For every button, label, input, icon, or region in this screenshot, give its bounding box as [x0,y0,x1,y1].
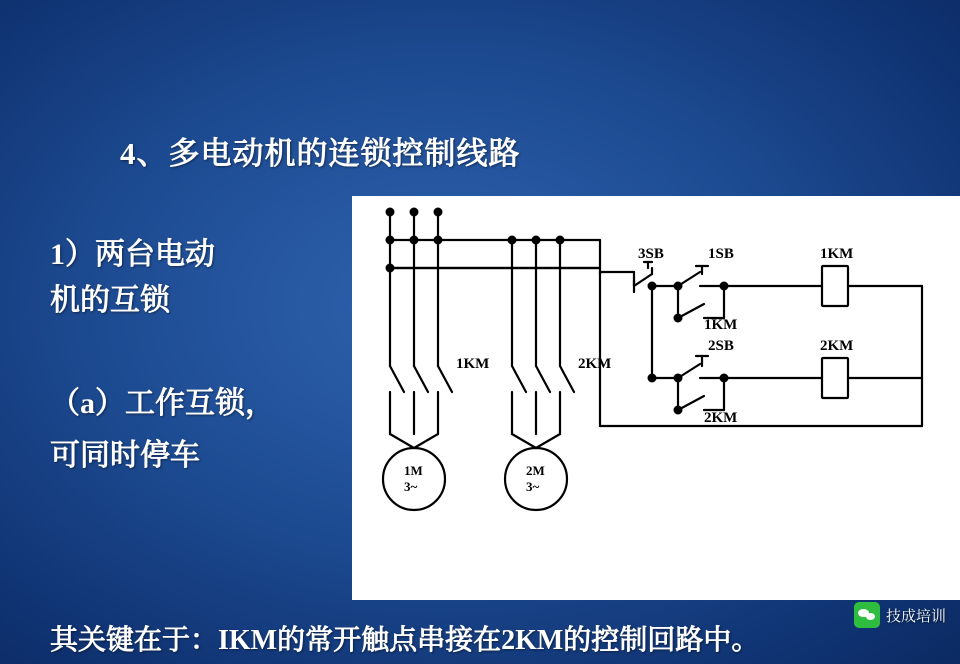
caption-block [50,378,370,482]
label-motor1-line1: 1M [404,463,423,478]
subtitle-line-2: 机的互锁 [50,284,170,317]
caption-line-2: 可同时停车 [50,439,200,472]
circuit-figure [352,196,960,600]
watermark [854,602,946,628]
label-2km-coil: 2KM [820,338,854,354]
label-2km-aux: 2KM [704,410,738,426]
label-3sb: 3SB [638,246,664,262]
circuit-labels [404,246,853,494]
page-title: 4、多电动机的连锁控制线路 [120,136,521,171]
subtitle-line-1: 1）两台电动 [50,238,215,271]
footer-text: 其关键在于：IKM的常开触点串接在2KM的控制回路中。 [50,625,760,656]
label-1sb: 1SB [708,246,734,262]
wechat-logo-icon [854,602,880,628]
label-1km-aux: 1KM [704,317,738,333]
label-1km-main: 1KM [456,356,490,372]
label-motor2-line1: 2M [526,463,545,478]
caption-line-1: （a）工作互锁， [50,387,275,420]
label-1km-coil: 1KM [820,246,854,262]
subtitle-block [50,232,350,324]
label-2km-main: 2KM [578,356,612,372]
label-motor1-line2: 3~ [404,479,418,494]
circuit-svg [352,196,960,600]
label-2sb: 2SB [708,338,734,354]
label-motor2-line2: 3~ [526,479,540,494]
watermark-text: 技成培训 [885,607,946,625]
